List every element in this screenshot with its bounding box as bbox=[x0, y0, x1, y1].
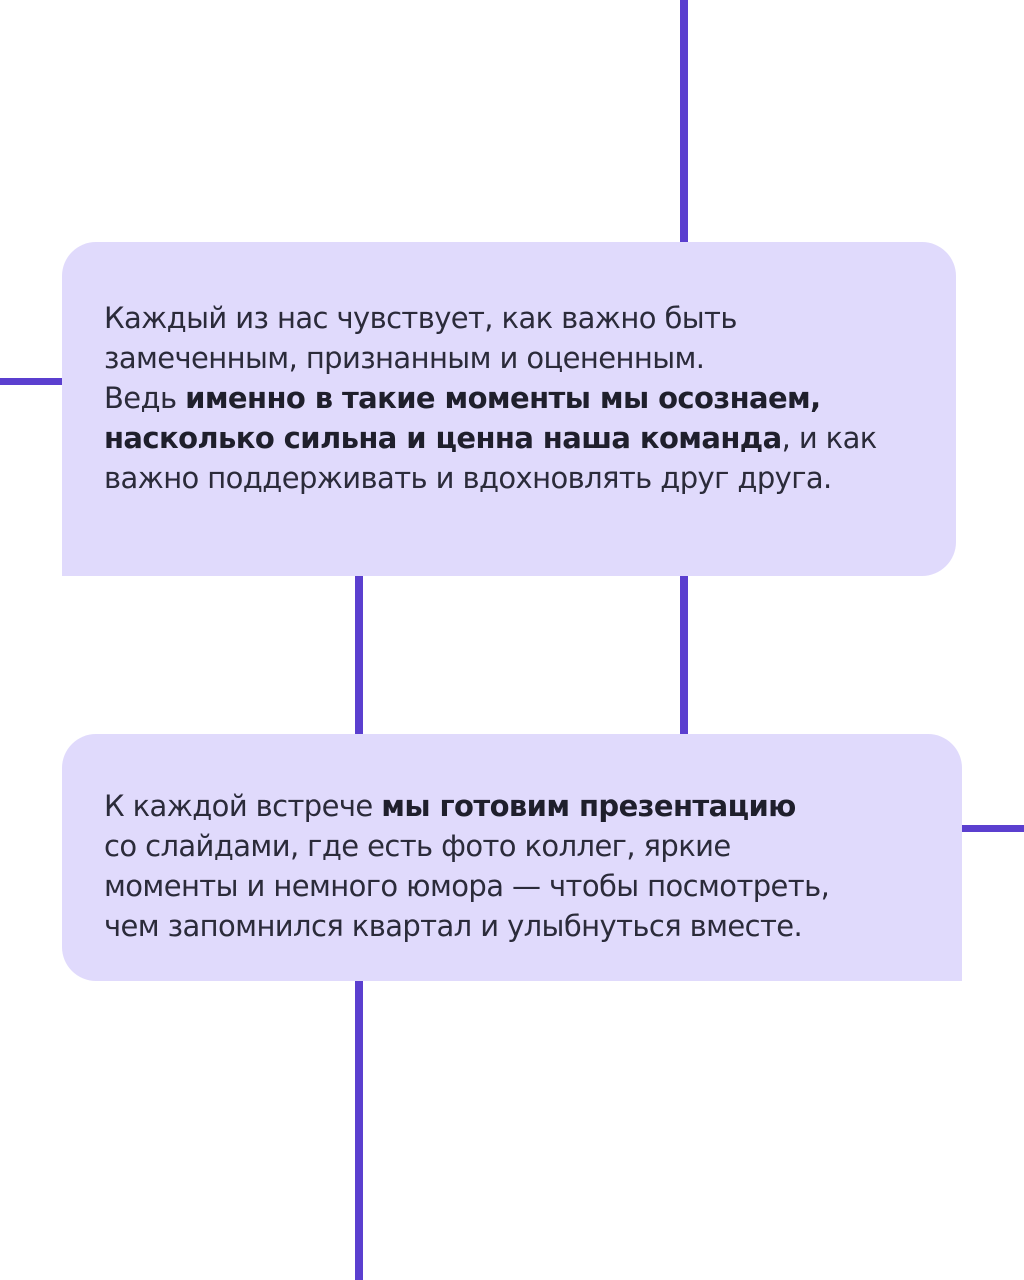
card-text-line: , и как bbox=[781, 421, 877, 455]
text-card-presentation bbox=[62, 734, 962, 981]
connector-line-right-horizontal bbox=[960, 825, 1024, 832]
card-bold-text: именно в такие моменты мы осознаем, bbox=[185, 381, 821, 415]
card-text-line: моменты и немного юмора — чтобы посмотреть, bbox=[104, 869, 830, 903]
connector-line-middle-right-vertical bbox=[680, 574, 688, 736]
connector-line-left-horizontal bbox=[0, 378, 64, 385]
card-text-line: замеченным, признанным и оцененным. bbox=[104, 341, 705, 375]
text-card-recognition bbox=[62, 242, 956, 576]
connector-line-bottom-vertical bbox=[355, 979, 363, 1280]
connector-line-middle-left-vertical bbox=[355, 574, 363, 736]
card-bold-text: насколько сильна и ценна наша команда bbox=[104, 421, 782, 455]
connector-line-top-vertical bbox=[680, 0, 688, 244]
card-paragraph bbox=[104, 298, 896, 498]
card-text-line: Ведь bbox=[104, 381, 186, 415]
card-bold-text: мы готовим презентацию bbox=[381, 789, 796, 823]
card-paragraph bbox=[104, 786, 902, 946]
card-text-line: со слайдами, где есть фото коллег, яркие bbox=[104, 829, 731, 863]
card-text-line: чем запомнился квартал и улыбнуться вместе. bbox=[104, 909, 803, 943]
card-text-line: К каждой встрече bbox=[104, 789, 382, 823]
card-text-line: Каждый из нас чувствует, как важно быть bbox=[104, 301, 737, 335]
card-text-line: важно поддерживать и вдохновлять друг друга. bbox=[104, 461, 832, 495]
